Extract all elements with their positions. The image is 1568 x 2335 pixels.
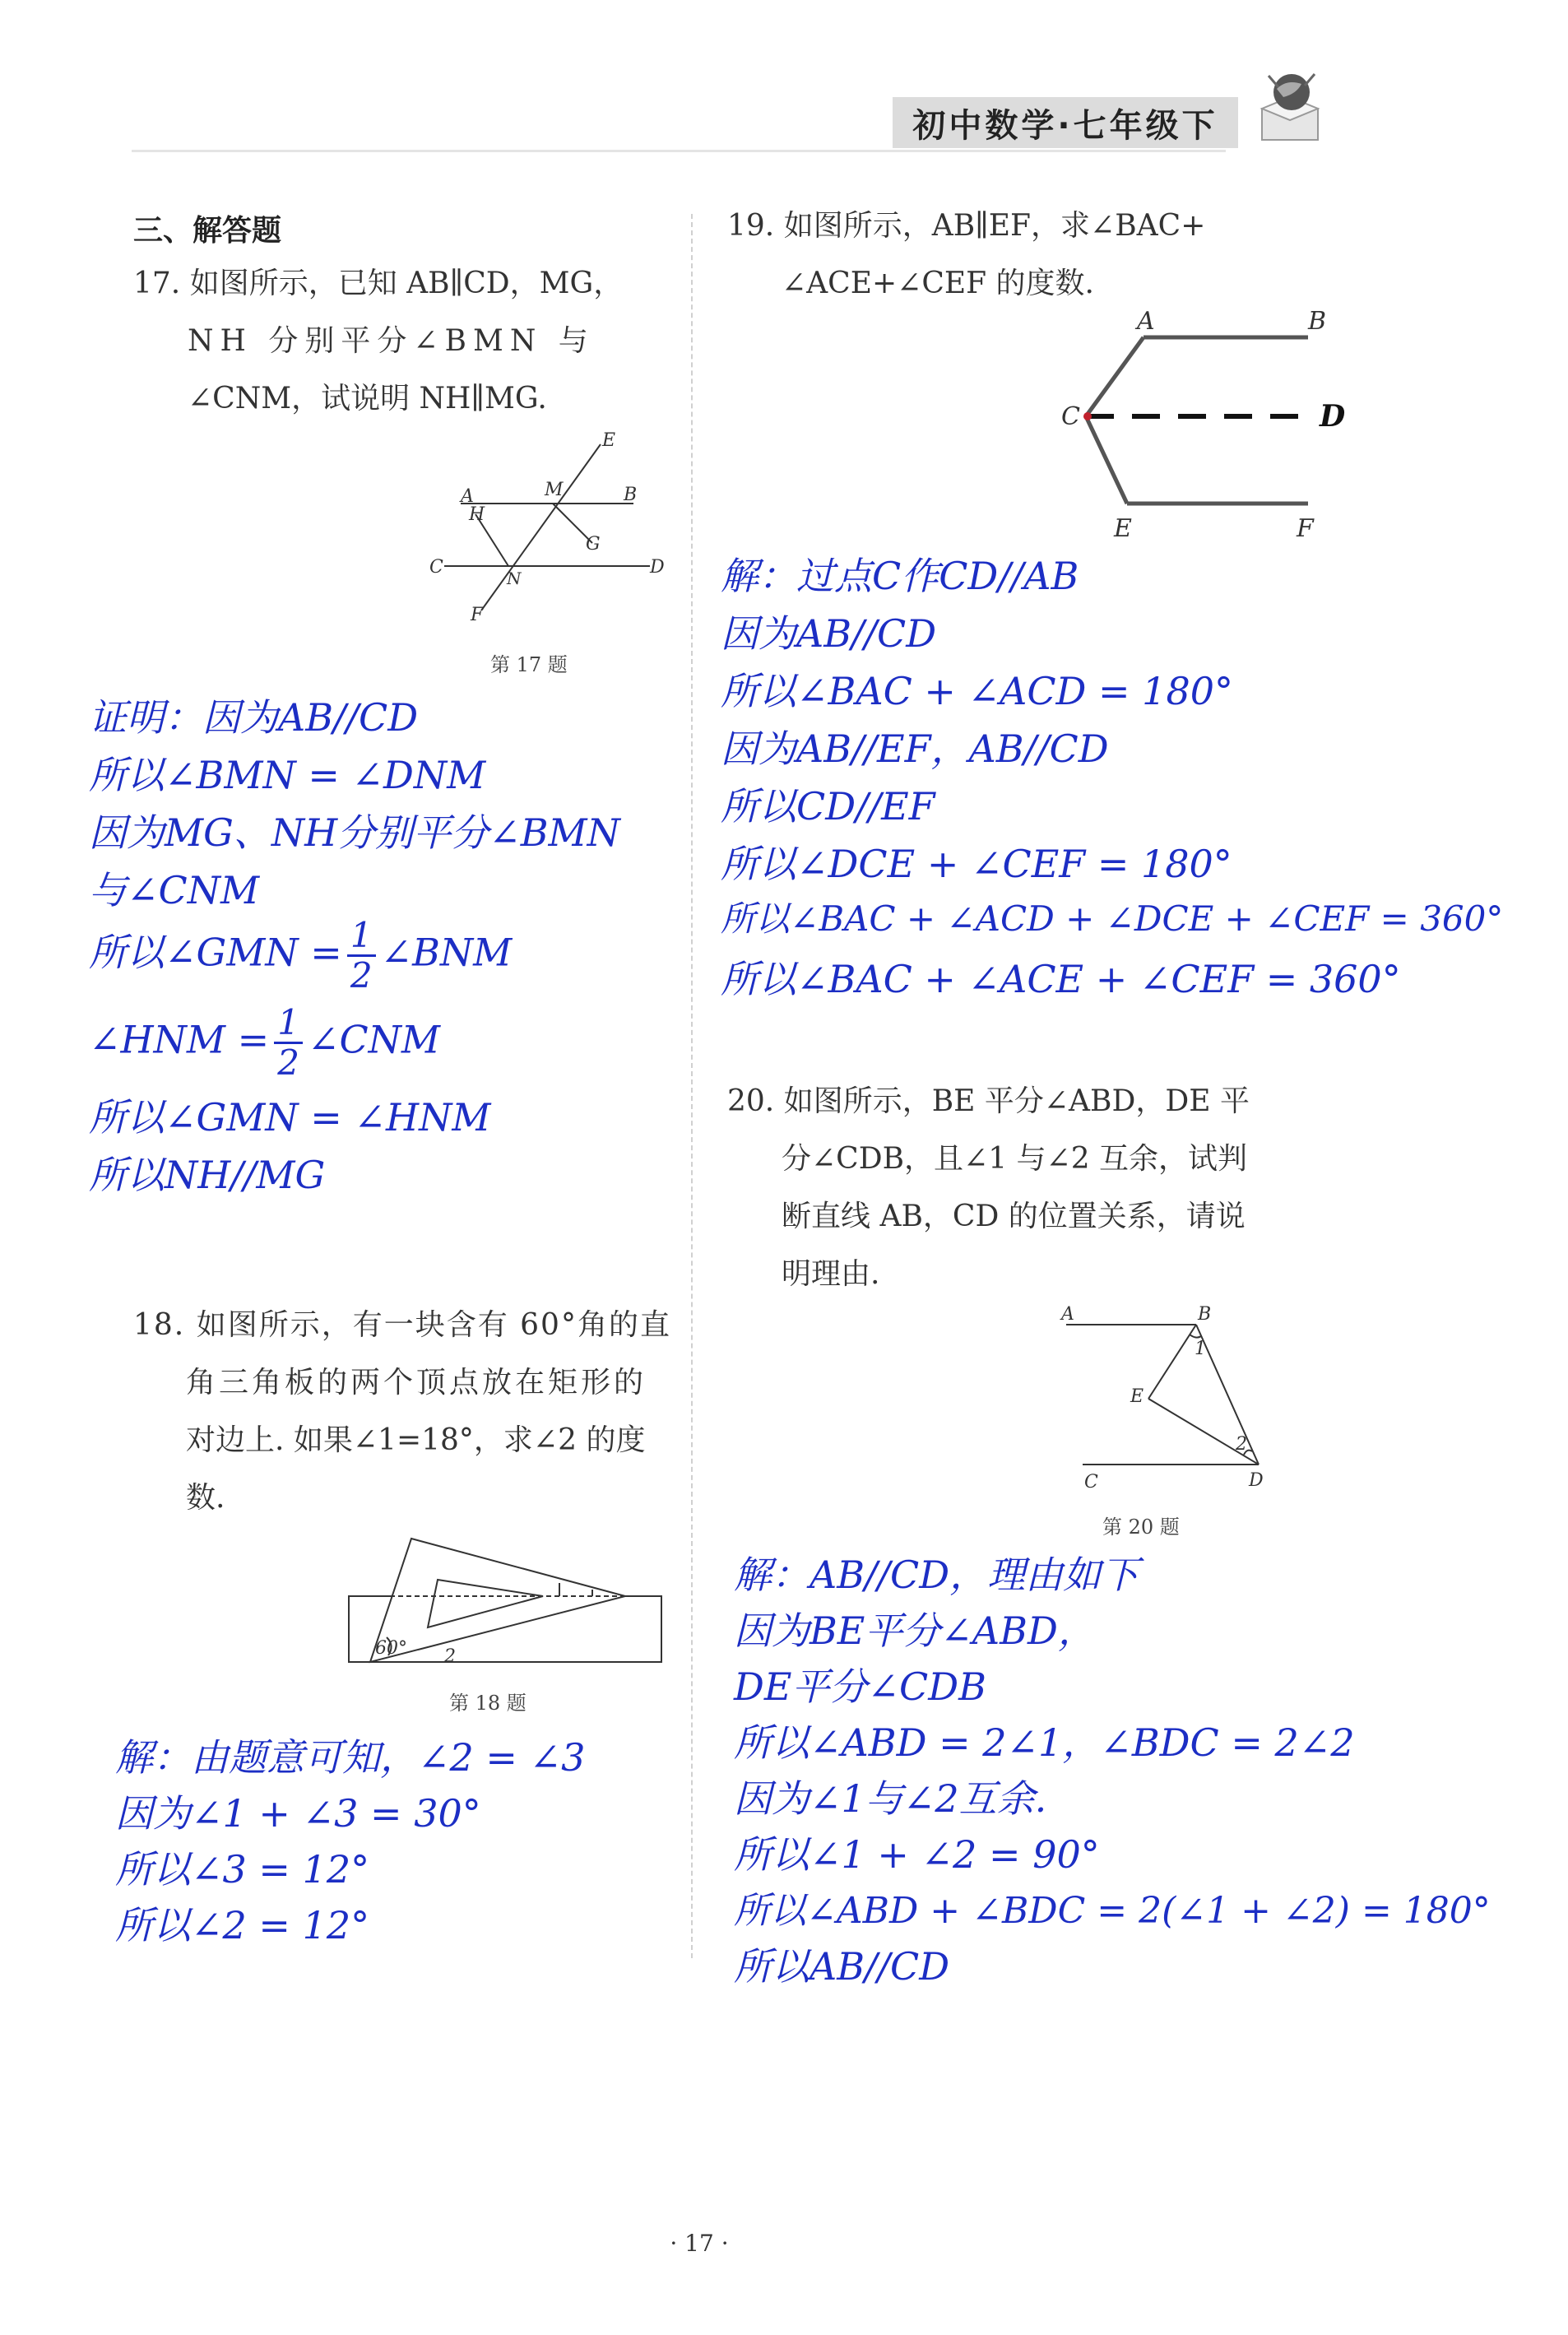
label-d: D <box>1320 399 1346 434</box>
transversal-ef <box>481 444 601 610</box>
answer-19-line-1: 解：过点C作CD//AB <box>721 554 1079 598</box>
answer-19-line-5: 所以CD//EF <box>721 784 935 829</box>
question-17-line-3: ∠CNM，试说明 NH∥MG. <box>188 382 547 415</box>
fraction-denominator: 2 <box>350 955 373 996</box>
question-20-line-4: 明理由. <box>782 1257 880 1291</box>
header-rule <box>132 150 1226 152</box>
question-20-line-1: 20. 如图所示，BE 平分∠ABD，DE 平 <box>727 1084 1250 1118</box>
segment-ac <box>1086 337 1144 416</box>
answer-17-line-6 <box>89 1002 441 1083</box>
label-c: C <box>1084 1472 1098 1492</box>
fraction-numerator: 1 <box>274 1005 303 1044</box>
fraction-numerator: 1 <box>347 918 376 957</box>
question-18-line-1: 18. 如图所示，有一块含有 60°角的直 <box>133 1308 671 1342</box>
label-c: C <box>429 557 443 578</box>
answer-18-line-2: 因为∠1 + ∠3 = 30° <box>115 1791 481 1836</box>
label-e: E <box>1130 1386 1144 1407</box>
answer-17-line-5-suffix: ∠BNM <box>380 930 513 975</box>
answer-19-line-2: 因为AB//CD <box>721 611 937 656</box>
figure-18-diagram <box>346 1530 666 1670</box>
answer-20-line-4: 所以∠ABD = 2∠1，∠BDC = 2∠2 <box>734 1720 1355 1765</box>
question-20-line-2: 分∠CDB，且∠1 与∠2 互余，试判 <box>782 1142 1248 1176</box>
figure-20-diagram <box>1053 1300 1292 1497</box>
label-b: B <box>1308 307 1327 336</box>
globe-logo-icon <box>1250 67 1329 146</box>
label-e: E <box>1114 514 1132 543</box>
label-60-degree: 60° <box>375 1638 407 1659</box>
label-a: A <box>1061 1304 1074 1325</box>
answer-20-line-3: DE平分∠CDB <box>734 1664 986 1709</box>
figure-20-caption: 第 20 题 <box>1102 1516 1180 1539</box>
figure-17-caption: 第 17 题 <box>490 653 568 676</box>
label-g: G <box>586 534 601 555</box>
answer-20-line-5: 因为∠1与∠2互余. <box>734 1776 1047 1821</box>
fraction-half <box>347 915 376 996</box>
question-18-line-4: 数. <box>186 1481 225 1515</box>
section-title: 三、解答题 <box>133 214 282 248</box>
answer-20-line-7: 所以∠ABD + ∠BDC = 2(∠1 + ∠2) = 180° <box>734 1890 1491 1932</box>
question-19-line-1: 19. 如图所示，AB∥EF，求∠BAC+ <box>727 209 1206 243</box>
answer-20-line-2: 因为BE平分∠ABD， <box>734 1609 1096 1653</box>
label-d: D <box>1249 1470 1264 1491</box>
fraction-denominator: 2 <box>277 1042 299 1083</box>
triangle-ruler-outer <box>370 1539 625 1662</box>
label-a: A <box>461 486 474 507</box>
answer-17-line-6-prefix: ∠HNM = <box>89 1017 270 1062</box>
question-17-line-2: NH 分别平分∠BMN 与 <box>188 324 595 358</box>
label-b: B <box>624 485 638 505</box>
label-m: M <box>545 480 564 500</box>
question-18-line-2: 角三角板的两个顶点放在矩形的 <box>186 1366 647 1400</box>
header-title: 初中数学·七年级下 <box>893 97 1238 148</box>
figure-19-diagram <box>1061 304 1357 551</box>
label-angle-2: 2 <box>1236 1434 1247 1455</box>
answer-19-line-7: 所以∠BAC + ∠ACD + ∠DCE + ∠CEF = 360° <box>721 898 1504 939</box>
fraction-half <box>274 1002 303 1083</box>
answer-19-line-8: 所以∠BAC + ∠ACE + ∠CEF = 360° <box>721 957 1401 1001</box>
figure-17-diagram <box>411 428 675 634</box>
answer-17-line-4: 与∠CNM <box>89 868 260 912</box>
answer-18-line-3: 所以∠3 = 12° <box>115 1847 370 1892</box>
question-18-line-3: 对边上. 如果∠1=18°，求∠2 的度 <box>186 1423 646 1457</box>
label-c: C <box>1061 402 1080 431</box>
answer-17-line-2: 所以∠BMN = ∠DNM <box>89 753 486 797</box>
answer-19-line-6: 所以∠DCE + ∠CEF = 180° <box>721 842 1232 886</box>
question-19-line-2: ∠ACE+∠CEF 的度数. <box>782 267 1095 300</box>
page-number: · 17 · <box>670 2230 729 2257</box>
answer-17-line-7: 所以∠GMN = ∠HNM <box>89 1095 491 1140</box>
answer-18-line-4: 所以∠2 = 12° <box>115 1903 370 1947</box>
answer-19-line-3: 所以∠BAC + ∠ACD = 180° <box>721 669 1233 713</box>
segment-be <box>1148 1325 1196 1399</box>
segment-de <box>1148 1399 1259 1465</box>
answer-17-line-5-prefix: 所以∠GMN = <box>89 930 342 975</box>
question-17-line-1: 17. 如图所示，已知 AB∥CD，MG， <box>133 267 624 300</box>
label-d: D <box>650 557 665 578</box>
label-angle-1: 1 <box>1195 1339 1206 1359</box>
label-f: F <box>471 605 484 625</box>
label-n: N <box>507 569 522 588</box>
answer-20-line-6: 所以∠1 + ∠2 = 90° <box>734 1832 1100 1877</box>
label-f: F <box>1297 514 1314 543</box>
segment-ce <box>1086 416 1127 504</box>
label-a: A <box>1137 307 1155 336</box>
label-h: H <box>469 504 485 525</box>
answer-17-line-6-suffix: ∠CNM <box>307 1017 441 1062</box>
answer-17-line-3: 因为MG、NH分别平分∠BMN <box>89 810 620 855</box>
answer-17-line-8: 所以NH//MG <box>89 1153 326 1197</box>
answer-17-line-5 <box>89 915 513 996</box>
answer-19-line-4: 因为AB//EF，AB//CD <box>721 726 1109 771</box>
answer-20-line-1: 解：AB//CD，理由如下 <box>734 1553 1139 1597</box>
answer-18-line-1: 解：由题意可知，∠2 = ∠3 <box>115 1735 586 1780</box>
column-divider <box>691 214 693 1958</box>
label-angle-2: 2 <box>444 1646 456 1667</box>
figure-18-caption: 第 18 题 <box>449 1692 527 1715</box>
answer-20-line-8: 所以AB//CD <box>734 1944 950 1989</box>
label-e: E <box>602 430 616 451</box>
answer-17-line-1: 证明：因为AB//CD <box>89 695 419 740</box>
question-20-line-3: 断直线 AB，CD 的位置关系，请说 <box>782 1200 1246 1233</box>
label-b: B <box>1198 1304 1212 1325</box>
